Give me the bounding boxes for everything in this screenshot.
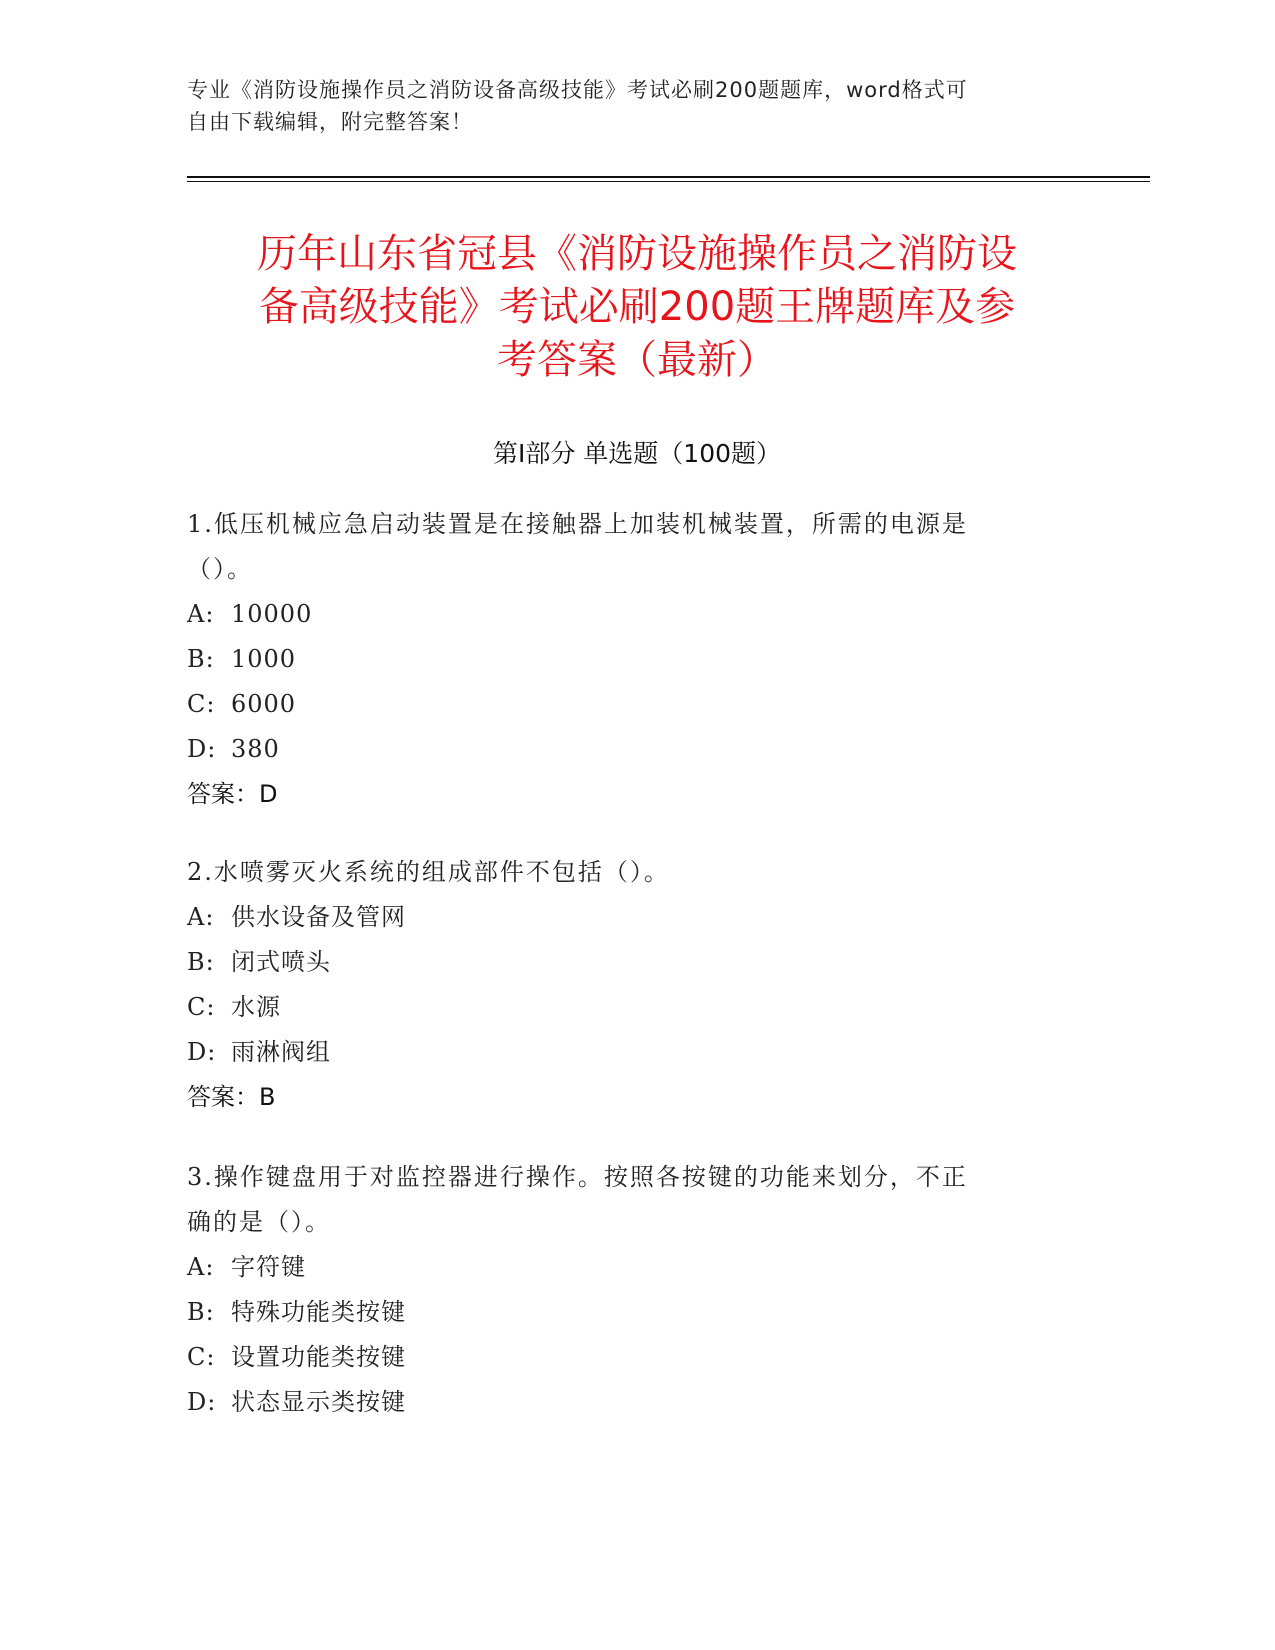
option-text: 设置功能类按键	[231, 1343, 406, 1371]
option-letter: C:	[187, 1343, 216, 1371]
question-1	[187, 502, 1067, 817]
question-stem	[187, 850, 1067, 895]
header-rule-thick	[187, 176, 1150, 178]
answer-label: 答案：D	[187, 780, 278, 808]
option-text: 水源	[231, 993, 281, 1021]
option-letter: B:	[187, 948, 215, 976]
option-text: 供水设备及管网	[231, 903, 406, 931]
document-title	[187, 228, 1087, 387]
option-b	[187, 1290, 1067, 1335]
document-title-line-2: 备高级技能》考试必刷200题王牌题库及参	[258, 284, 1016, 330]
option-text: 6000	[231, 690, 297, 718]
option-text: 闭式喷头	[231, 948, 331, 976]
question-stem-line: 1.低压机械应急启动装置是在接触器上加装机械装置，所需的电源是	[187, 510, 968, 538]
question-2	[187, 850, 1067, 1120]
option-text: 状态显示类按键	[231, 1388, 406, 1416]
option-letter: C:	[187, 690, 216, 718]
section-title: 第Ⅰ部分 单选题（100题）	[492, 439, 782, 468]
option-c	[187, 985, 1067, 1030]
question-3	[187, 1155, 1067, 1425]
question-stem-line: 3.操作键盘用于对监控器进行操作。按照各按键的功能来划分，不正	[187, 1163, 968, 1191]
option-text: 1000	[231, 645, 297, 673]
option-d	[187, 727, 1067, 772]
header-note-line-1: 专业《消防设施操作员之消防设备高级技能》考试必刷200题题库，word格式可	[187, 78, 968, 102]
option-a	[187, 592, 1067, 637]
option-c	[187, 682, 1067, 727]
option-letter: C:	[187, 993, 216, 1021]
option-letter: D:	[187, 1388, 217, 1416]
option-text: 特殊功能类按键	[231, 1298, 406, 1326]
question-stem	[187, 1155, 1067, 1245]
option-letter: D:	[187, 735, 217, 763]
answer-label: 答案：B	[187, 1083, 276, 1111]
document-title-line-3: 考答案（最新）	[497, 337, 777, 383]
question-stem-line: 确的是（）。	[187, 1208, 331, 1236]
option-letter: A:	[187, 600, 215, 628]
question-stem-line: （）。	[187, 555, 253, 583]
question-stem	[187, 502, 1067, 592]
option-letter: B:	[187, 645, 215, 673]
option-letter: A:	[187, 903, 215, 931]
header-note	[187, 74, 1067, 138]
option-a	[187, 1245, 1067, 1290]
option-text: 380	[231, 735, 280, 763]
option-b	[187, 637, 1067, 682]
option-b	[187, 940, 1067, 985]
option-a	[187, 895, 1067, 940]
option-letter: B:	[187, 1298, 215, 1326]
option-letter: D:	[187, 1038, 217, 1066]
option-d	[187, 1380, 1067, 1425]
option-letter: A:	[187, 1253, 215, 1281]
option-text: 10000	[231, 600, 313, 628]
header-rule-thin	[187, 181, 1150, 182]
question-stem-line: 2.水喷雾灭火系统的组成部件不包括（）。	[187, 858, 670, 886]
option-d	[187, 1030, 1067, 1075]
option-text: 字符键	[231, 1253, 306, 1281]
option-c	[187, 1335, 1067, 1380]
option-text: 雨淋阀组	[231, 1038, 331, 1066]
document-title-line-1: 历年山东省冠县《消防设施操作员之消防设	[257, 231, 1017, 277]
header-note-line-2: 自由下载编辑，附完整答案！	[187, 110, 473, 134]
